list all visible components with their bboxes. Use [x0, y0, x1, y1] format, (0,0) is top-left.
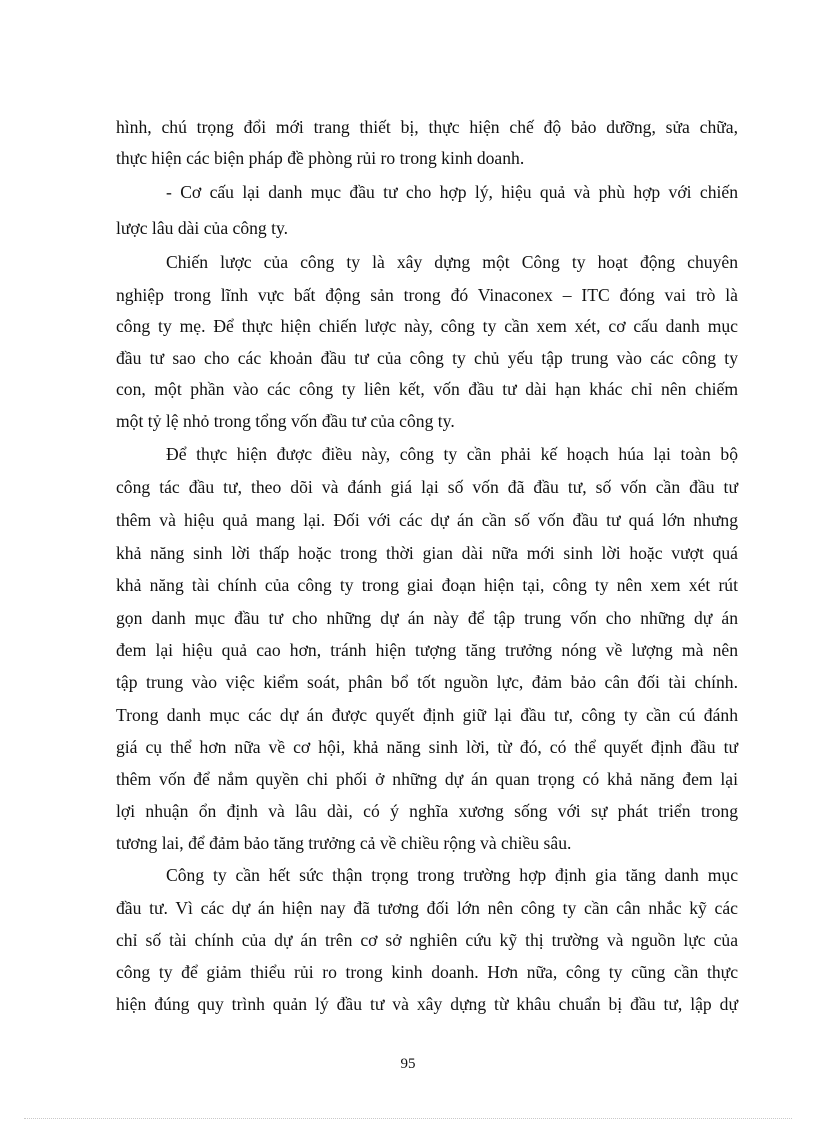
text-line: đem lại hiệu quả cao hơn, tránh hiện tượng tăng trưởng nóng về lượng mà nên [116, 640, 738, 660]
text-line: khả năng tài chính của công ty trong giai đoạn hiện tại, công ty nên xem xét rút [116, 575, 738, 595]
text-line: lợi nhuận ổn định và lâu dài, có ý nghĩa xương sống với sự phát triển trong [116, 801, 738, 821]
text-line: công tác đầu tư, theo dõi và đánh giá lại số vốn đã đầu tư, số vốn cần đầu tư [116, 477, 738, 497]
text-line: thêm vốn để nắm quyền chi phối ở những dự án quan trọng có khả năng đem lại [116, 769, 738, 789]
text-line: đầu tư. Vì các dự án hiện nay đã tương đối lớn nên công ty cần cân nhắc kỹ các [116, 898, 738, 918]
text-line: đầu tư sao cho các khoản đầu tư của công ty chủ yếu tập trung vào các công ty [116, 348, 738, 368]
text-line: lược lâu dài của công ty. [116, 218, 289, 238]
text-line: - Cơ cấu lại danh mục đầu tư cho hợp lý, hiệu quả và phù hợp với chiến [166, 182, 738, 202]
text-line: một tỷ lệ nhỏ trong tổng vốn đầu tư của công ty. [116, 411, 455, 431]
text-line: Trong danh mục các dự án được quyết định giữ lại đầu tư, công ty cần cú đánh [116, 705, 738, 725]
text-line: giá cụ thể hơn nữa về cơ hội, khả năng sinh lời, từ đó, có thể quyết định đầu tư [116, 737, 738, 757]
text-line: nghiệp trong lĩnh vực bất động sản trong đó Vinaconex – ITC đóng vai trò là [116, 285, 738, 305]
text-line: hiện đúng quy trình quản lý đầu tư và xây dựng từ khâu chuẩn bị đầu tư, lập dự [116, 994, 738, 1014]
text-line: gọn danh mục đầu tư cho những dự án này để tập trung vốn cho những dự án [116, 608, 738, 628]
text-line: tập trung vào việc kiểm soát, phân bổ tốt nguồn lực, đảm bảo cân đối tài chính. [116, 672, 738, 692]
text-line: chỉ số tài chính của dự án trên cơ sở nghiên cứu kỹ thị trường và nguồn lực của [116, 930, 738, 950]
text-line: Để thực hiện được điều này, công ty cần phải kế hoạch húa lại toàn bộ [166, 444, 738, 464]
text-line: công ty mẹ. Để thực hiện chiến lược này, công ty cần xem xét, cơ cấu danh mục [116, 316, 738, 336]
text-line: công ty để giảm thiểu rủi ro trong kinh doanh. Hơn nữa, công ty cũng cần thực [116, 962, 738, 982]
text-line: tương lai, để đảm bảo tăng trưởng cả về chiều rộng và chiều sâu. [116, 833, 572, 853]
text-line: hình, chú trọng đổi mới trang thiết bị, thực hiện chế độ bảo dưỡng, sửa chữa, [116, 117, 738, 137]
text-line: khả năng sinh lời thấp hoặc trong thời gian dài nữa mới sinh lời hoặc vượt quá [116, 543, 738, 563]
text-line: con, một phần vào các công ty liên kết, vốn đầu tư dài hạn khác chỉ nên chiếm [116, 379, 738, 399]
text-line: Công ty cần hết sức thận trọng trong trường hợp định gia tăng danh mục [166, 865, 738, 885]
text-line: thực hiện các biện pháp đề phòng rủi ro trong kinh doanh. [116, 148, 525, 168]
text-line: thêm và hiệu quả mang lại. Đối với các dự án cần số vốn đầu tư quá lớn nhưng [116, 510, 738, 530]
page-bottom-divider [24, 1118, 792, 1119]
page-number: 95 [400, 1056, 416, 1072]
text-line: Chiến lược của công ty là xây dựng một Công ty hoạt động chuyên [166, 252, 738, 272]
